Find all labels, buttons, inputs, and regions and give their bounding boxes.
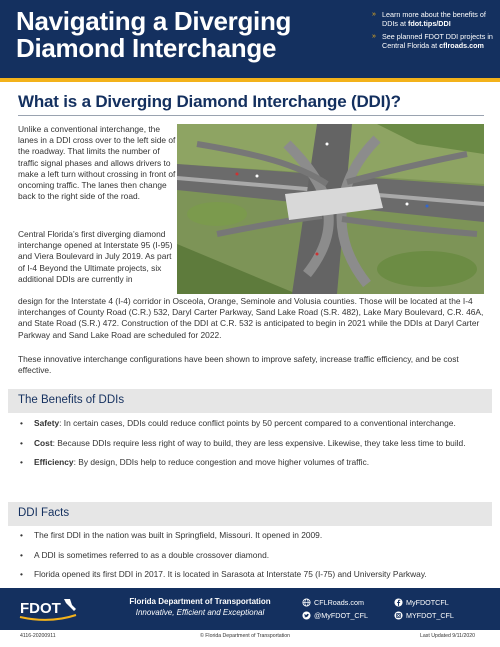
fact-text: Florida opened its first DDI in 2017. It is located in Sarasota at Interstate 75 (I-75) and University Parkway. [34,569,427,579]
header-link-url[interactable]: cflroads.com [439,41,484,50]
social-twitter-text[interactable]: @MyFDOT_CFL [314,611,369,620]
benefit-label: Safety [34,418,60,428]
bullet-icon: • [20,457,23,467]
bullet-icon: • [20,418,23,428]
bullet-icon: • [20,437,23,448]
facts-section-header [8,502,492,526]
heading-divider [18,115,484,116]
header-link-projects[interactable] [372,32,496,50]
globe-icon [302,598,311,607]
ddi-aerial-illustration [177,124,484,294]
benefit-text: : Because DDIs require less right of way to build, they are less expensive. Likewise, they take less time to build. [52,437,466,448]
intro-paragraph-3: These innovative interchange configurations have been shown to improve safety, increase traffic efficiency, and be cost effective. [18,354,459,376]
benefits-section-header [8,389,492,413]
facts-list [20,530,484,581]
bullet-icon: • [20,530,23,540]
benefit-text: : By design, DDIs help to reduce congestion and move higher volumes of traffic. [73,457,370,467]
fact-text: A DDI is sometimes referred to as a double crossover diamond. [34,549,270,560]
header-links [372,10,496,54]
header-link-text: Learn more about the benefits of DDIs at [382,10,486,28]
facebook-icon [394,598,403,607]
last-updated: Last Updated 9/11/2020 [420,633,475,639]
header-link-url[interactable]: fdot.tips/DDI [407,19,451,28]
instagram-icon [394,611,403,620]
fact-item [20,550,484,562]
fdot-logo [18,595,78,623]
facts-title: DDI Facts [18,507,70,519]
social-facebook[interactable] [394,596,484,609]
twitter-icon [302,611,311,620]
copyright: © Florida Department of Transportation [200,633,291,639]
benefit-efficiency [20,457,484,469]
intro-heading: What is a Diverging Diamond Interchange (DDI)? [18,92,401,111]
benefits-title: The Benefits of DDIs [18,394,125,406]
page-title: Navigating a Diverging Diamond Interchange [16,6,292,63]
benefit-cost [20,438,484,450]
double-chevron-icon: » [372,33,376,40]
footer-org-block [100,596,300,618]
social-website-text[interactable]: CFLRoads.com [314,598,364,607]
footer-social-right [394,596,484,622]
bullet-icon: • [20,549,23,560]
benefit-label: Cost [34,437,53,448]
benefit-label: Efficiency [34,457,74,467]
fact-text: The first DDI in the nation was built in Springfield, Missouri. It opened in 2009. [34,530,323,540]
social-facebook-text[interactable]: MyFDOTCFL [406,598,449,607]
social-instagram[interactable] [394,609,484,622]
fdot-logo-mark [18,595,78,623]
ddi-aerial-photo [177,124,484,294]
fact-item [20,569,484,581]
bullet-icon: • [20,569,23,579]
social-website[interactable] [302,596,392,609]
intro-paragraph-1: Unlike a conventional interchange, the lanes in a DDI cross over to the left side of the roadway. That limits the number of traffic signal phases and allows drivers to make a left turn without crossing in front of oncoming traffic. The lanes then change back to the right side of the road. [18,124,176,202]
doc-number: 4116-20200911 [20,633,56,639]
header-link-text: See planned FDOT DDI projects in Central Florida at [382,32,493,50]
intro-paragraph-2-cont: design for the Interstate 4 (I-4) corridor in Osceola, Orange, Seminole and Volusia counties. Those will be located at the I-4 interchanges of County Road (C.R.) 532, Daryl Carter Parkway, Sand Lake Road (S.R. 482), Lake Mary Boulevard, C.R. 46A, and State Road (S.R.) 472. Construction of the DDI at C.R. 532 is anticipated to begin in 2021 while the DDIs at Daryl Carter Parkway and Sand Lake Road are scheduled for 2022. [18,296,484,340]
footer-tagline: Innovative, Efficient and Exceptional [135,608,265,617]
footer-social-left [302,596,392,622]
intro-paragraph-2-start: Central Florida’s first diverging diamond interchange opened at Interstate 95 (I-95) and Viera Boulevard in July 2019. As part of I-4 Beyond the Ultimate projects, six additional DDIs are currently in [18,229,173,284]
fact-item [20,530,484,542]
social-instagram-text[interactable]: MYFDOT_CFL [406,611,454,620]
social-twitter[interactable] [302,609,392,622]
benefits-list [20,418,484,469]
header-link-benefits[interactable] [372,10,496,28]
benefit-text: : In certain cases, DDIs could reduce conflict points by 50 percent compared to a conventional interchange. [59,418,456,428]
footer-banner [0,588,500,630]
footer-org-name: Florida Department of Transportation [129,597,271,606]
header-banner [0,0,500,78]
header-gold-stripe [0,78,500,82]
benefit-safety [20,418,484,430]
double-chevron-icon: » [372,11,376,18]
fdot-logo-text: FDOT [20,600,61,617]
